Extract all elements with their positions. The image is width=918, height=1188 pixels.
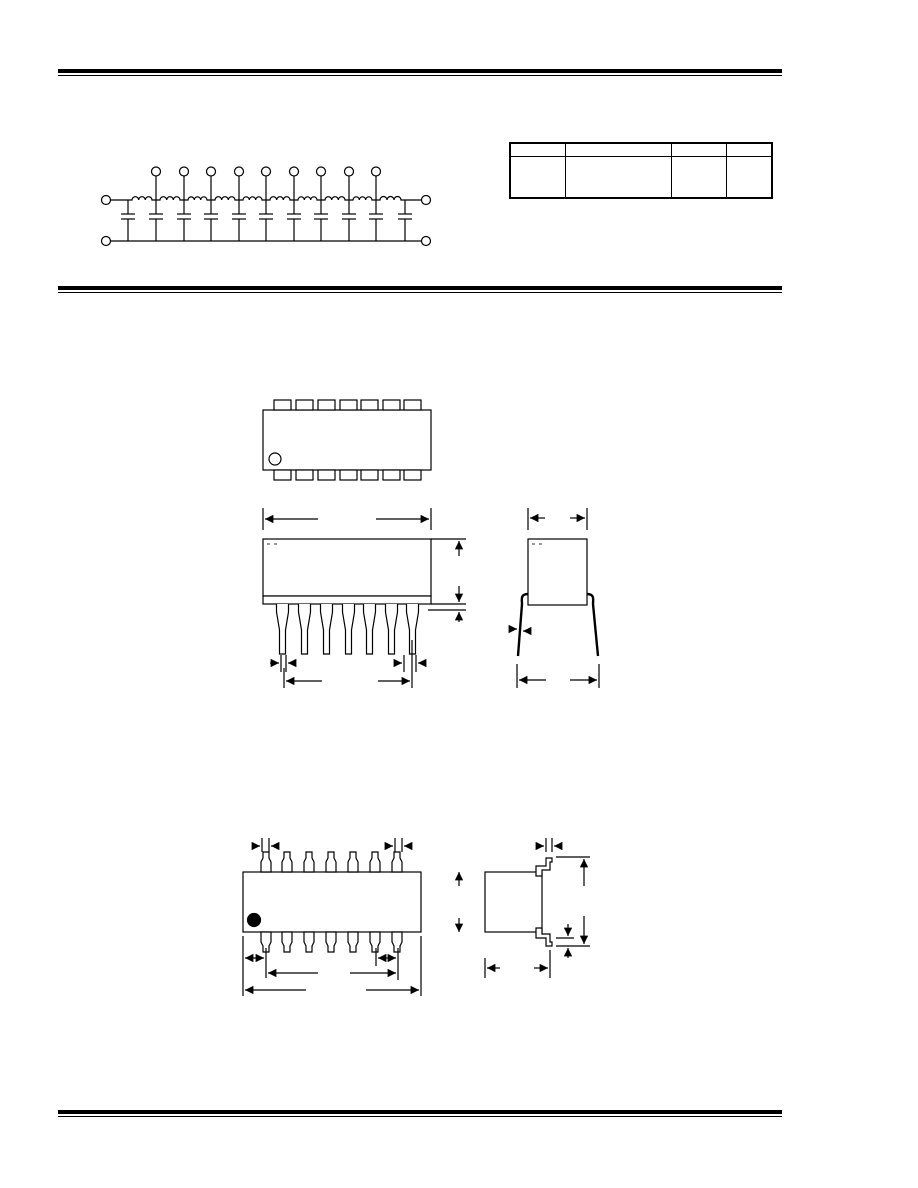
dip-body-front — [263, 539, 431, 596]
capacitor-bank — [121, 200, 412, 241]
tap-terminal — [180, 167, 189, 176]
dip-pin-lead — [277, 604, 289, 654]
dip-pin-bottom-row — [318, 470, 335, 480]
ground-terminal-right — [422, 237, 431, 246]
dip-pin-bottom-row — [274, 470, 291, 480]
tap-terminal — [345, 167, 354, 176]
dip-pin-top-row — [296, 400, 313, 410]
dip-pin-lead — [321, 604, 333, 654]
tap-terminal — [152, 167, 161, 176]
tap-terminal — [317, 167, 326, 176]
dip-front-view — [263, 508, 466, 688]
dip-pin-top-row — [318, 400, 335, 410]
output-terminal — [422, 196, 431, 205]
dim-smd-overall-height — [556, 857, 590, 946]
dim-lead-pitch — [376, 948, 398, 980]
tap-terminal — [372, 167, 381, 176]
smd-pin-top-row — [282, 852, 292, 872]
lc-delay-line-schematic — [102, 167, 431, 246]
tap-terminal — [207, 167, 216, 176]
dip-body-side — [528, 539, 587, 605]
smd-pin-top-row — [392, 852, 402, 872]
dip-pin-bottom-row — [404, 470, 421, 480]
dip-top-view — [263, 400, 431, 480]
smd-pin-bottom-row — [370, 932, 380, 952]
dip-pin-lead — [364, 604, 376, 654]
smd-side-view — [485, 838, 590, 978]
dim-side-width — [528, 508, 587, 530]
gull-wing-lead-top — [536, 858, 552, 876]
inductor-coil — [376, 197, 405, 200]
smd-pin-top-row — [326, 852, 336, 872]
dip-pin-bottom-row — [296, 470, 313, 480]
inductor-coil — [266, 197, 294, 200]
smd-body-top — [243, 872, 421, 932]
dip-pin-top-row — [274, 400, 291, 410]
dip-pin-lead — [386, 604, 398, 654]
smd-pin-top-row — [304, 852, 314, 872]
dim-lead-width-right — [386, 838, 411, 852]
inductor-coil — [294, 197, 321, 200]
dim-pin-width-right — [397, 655, 425, 672]
smd-pin-top-row — [261, 852, 271, 872]
dim-pin-width — [270, 655, 294, 672]
smd-top-view — [243, 838, 459, 996]
dim-standoff — [428, 610, 466, 622]
dim-smd-standoff — [556, 924, 574, 958]
smd-pin-bottom-row — [304, 932, 314, 952]
dim-lead-width-left — [253, 838, 278, 852]
dim-body-length — [263, 508, 431, 530]
dip-body-top — [263, 410, 431, 470]
side-lead-right — [587, 594, 598, 656]
dim-smd-side-width — [485, 950, 550, 978]
smd-pin-bottom-row — [282, 932, 292, 952]
dip-seating-band — [263, 596, 431, 604]
inductor-coil — [239, 197, 266, 200]
dim-gull-lead-width — [537, 838, 561, 852]
dim-lead-span — [517, 664, 599, 688]
dip-pin-bottom-row — [340, 470, 357, 480]
tap-terminal — [235, 167, 244, 176]
smd-pin-top-row — [348, 852, 358, 872]
pin1-marker-open — [269, 453, 281, 465]
inductor-coil — [128, 197, 156, 200]
input-terminal — [102, 196, 111, 205]
dip-side-view — [509, 508, 599, 688]
dip-pin-lead — [343, 604, 355, 654]
smd-pin-bottom-row — [348, 932, 358, 952]
dip-pin-top-row — [361, 400, 378, 410]
side-lead-left — [518, 594, 528, 656]
inductor-coil — [349, 197, 376, 200]
pin1-marker-filled — [248, 914, 261, 927]
dip-front-pins — [277, 604, 419, 654]
tap-terminals — [152, 167, 381, 200]
dim-body-height — [431, 539, 466, 604]
gull-wing-lead-bottom — [536, 928, 552, 946]
dip-pin-top-row — [404, 400, 421, 410]
smd-pin-bottom-row — [392, 932, 402, 952]
dip-pin-top-row — [383, 400, 400, 410]
tap-terminal — [262, 167, 271, 176]
ground-terminal-left — [102, 237, 111, 246]
tap-terminal — [290, 167, 299, 176]
smd-pin-top-row — [370, 852, 380, 872]
inductor-coil — [156, 197, 184, 200]
dip-pin-top-row — [340, 400, 357, 410]
dip-pin-bottom-row — [383, 470, 400, 480]
dip-pin-bottom-row — [361, 470, 378, 480]
smd-pin-bottom-row — [326, 932, 336, 952]
smd-body-side — [485, 872, 542, 932]
inductor-coil — [321, 197, 349, 200]
inductor-coil — [211, 197, 239, 200]
inductor-coil — [184, 197, 211, 200]
dip-pin-lead — [299, 604, 311, 654]
